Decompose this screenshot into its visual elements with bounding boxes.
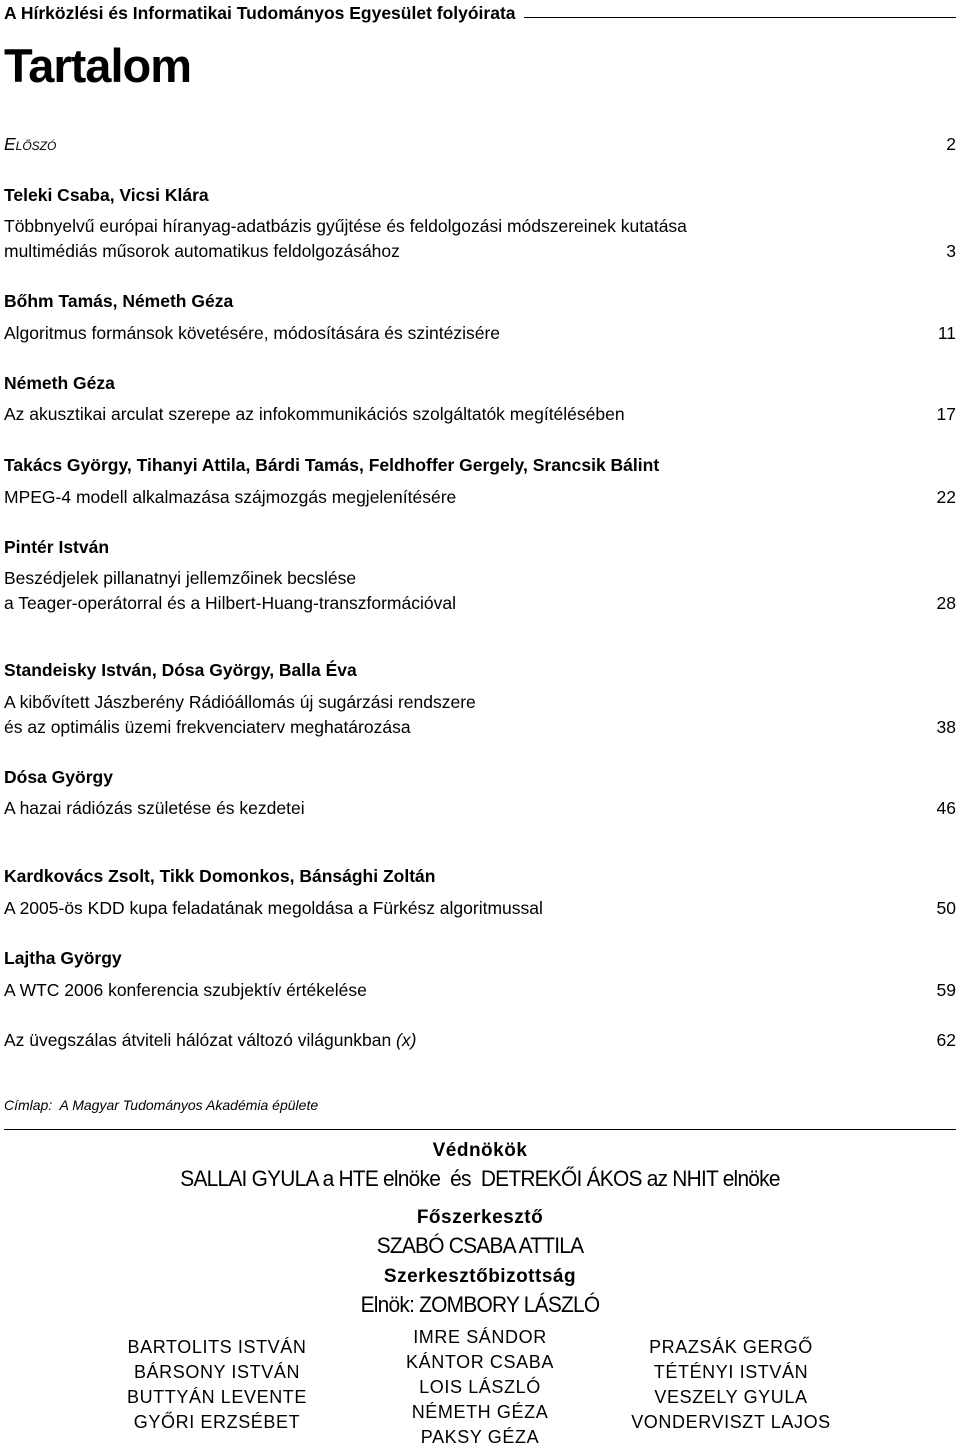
editor-heading: Főszerkesztő xyxy=(416,1207,544,1228)
toc-authors: Takács György, Tihanyi Attila, Bárdi Tamás, Feldhoffer Gergely, Srancsik Bálint xyxy=(4,455,660,475)
toc-title-line[interactable] xyxy=(4,897,956,919)
toc-page-number: 46 xyxy=(936,798,956,818)
header-rule xyxy=(524,17,956,18)
toc-authors: Pintér István xyxy=(4,537,110,557)
toc-preface[interactable] xyxy=(4,133,956,155)
toc-page-number: 28 xyxy=(936,593,956,613)
toc-title-line[interactable] xyxy=(4,403,956,425)
page-title: Tartalom xyxy=(4,39,191,92)
toc-title-line[interactable] xyxy=(4,592,956,614)
toc-page-number: 22 xyxy=(936,487,956,507)
board-member: PRAZSÁK GERGŐ xyxy=(649,1337,813,1357)
cover-caption xyxy=(4,1097,318,1113)
patrons-line: SALLAI GYULA a HTE elnöke és DETREKŐI ÁKOS az NHIT elnöke xyxy=(180,1166,780,1191)
toc-title-text: és az optimális üzemi frekvenciaterv meghatározása xyxy=(4,717,411,737)
toc-title-line[interactable] xyxy=(4,240,956,262)
board-member: LOIS LÁSZLÓ xyxy=(419,1377,541,1397)
toc-marker: (x) xyxy=(396,1030,417,1050)
board-member: TÉTÉNYI ISTVÁN xyxy=(653,1362,809,1382)
board-chair: Elnök: ZOMBORY LÁSZLÓ xyxy=(360,1292,600,1317)
toc-title-text: A hazai rádiózás születése és kezdetei xyxy=(4,798,305,818)
editor-name: SZABÓ CSABA ATTILA xyxy=(376,1233,584,1258)
toc-title-line[interactable]: Többnyelvű európai híranyag-adatbázis gyűjtése és feldolgozási módszereinek kutatása xyxy=(4,216,687,236)
board-member: KÁNTOR CSABA xyxy=(406,1352,554,1372)
toc-authors: Standeisky István, Dósa György, Balla Éva xyxy=(4,660,357,680)
board-member: PAKSY GÉZA xyxy=(420,1427,540,1447)
toc-title-text: MPEG-4 modell alkalmazása szájmozgás megjelenítésére xyxy=(4,487,457,507)
board-heading: Szerkesztőbizottság xyxy=(383,1266,577,1287)
toc-authors: Teleki Csaba, Vicsi Klára xyxy=(4,185,209,205)
board-member: BÁRSONY ISTVÁN xyxy=(133,1362,301,1382)
toc-page-number: 59 xyxy=(936,980,956,1000)
toc-title-text: a Teager-operátorral és a Hilbert-Huang-transzformációval xyxy=(4,593,456,613)
toc-title-line[interactable] xyxy=(4,322,956,344)
toc-title-text: Az akusztikai arculat szerepe az infokommunikációs szolgáltatók megítélésében xyxy=(4,404,625,424)
toc-authors: Dósa György xyxy=(4,767,113,787)
board-member: NÉMETH GÉZA xyxy=(411,1402,549,1422)
board-column-center xyxy=(380,1325,580,1450)
board-column-right xyxy=(628,1335,834,1435)
cover-label: Címlap: xyxy=(4,1097,53,1113)
toc-title-line[interactable]: Beszédjelek pillanatnyi jellemzőinek becslése xyxy=(4,568,357,588)
board-member: VESZELY GYULA xyxy=(654,1387,808,1407)
board-member: VONDERVISZT LAJOS xyxy=(631,1412,831,1432)
toc-title-text: Algoritmus formánsok követésére, módosítására és szintézisére xyxy=(4,323,501,343)
toc-page-number: 3 xyxy=(946,241,956,261)
toc-authors: Németh Géza xyxy=(4,373,115,393)
journal-header-title: A Hírközlési és Informatikai Tudományos Egyesület folyóirata xyxy=(4,2,516,23)
journal-header xyxy=(4,2,956,24)
toc-page-number: 17 xyxy=(936,404,956,424)
board-column-left xyxy=(117,1335,317,1435)
toc-page-number: 11 xyxy=(937,323,956,343)
toc-authors: Bőhm Tamás, Németh Géza xyxy=(4,291,234,311)
toc-title-line[interactable] xyxy=(4,486,956,508)
toc-page-number: 2 xyxy=(946,134,956,154)
board-member: BUTTYÁN LEVENTE xyxy=(126,1387,308,1407)
toc-preface-label: Előszó xyxy=(4,134,57,154)
toc-page-number: 38 xyxy=(936,717,956,737)
toc-title-line[interactable] xyxy=(4,979,956,1001)
section-divider xyxy=(4,1129,956,1130)
toc-title-text: A 2005-ös KDD kupa feladatának megoldása a Fürkész algoritmussal xyxy=(4,898,543,918)
board-member: IMRE SÁNDOR xyxy=(413,1327,547,1347)
toc-title-line[interactable] xyxy=(4,797,956,819)
toc-title-line[interactable]: A kibővített Jászberény Rádióállomás új sugárzási rendszere xyxy=(4,692,476,712)
toc-authors: Lajtha György xyxy=(4,948,122,968)
board-member: GYŐRI ERZSÉBET xyxy=(133,1412,301,1432)
toc-page-number: 62 xyxy=(936,1030,956,1050)
board-member: BARTOLITS ISTVÁN xyxy=(127,1337,307,1357)
toc-authors: Kardkovács Zsolt, Tikk Domonkos, Bánsághi Zoltán xyxy=(4,866,436,886)
patrons-heading: Védnökök xyxy=(432,1140,528,1161)
toc-page-number: 50 xyxy=(936,898,956,918)
toc-title-text: A WTC 2006 konferencia szubjektív értékelése xyxy=(4,980,367,1000)
toc-title-text: multimédiás műsorok automatikus feldolgozásához xyxy=(4,241,400,261)
toc-title-line[interactable] xyxy=(4,716,956,738)
toc-title-text: Az üvegszálas átviteli hálózat változó világunkban xyxy=(4,1030,392,1050)
toc-title-line[interactable] xyxy=(4,1029,956,1051)
cover-text: A Magyar Tudományos Akadémia épülete xyxy=(59,1097,319,1113)
